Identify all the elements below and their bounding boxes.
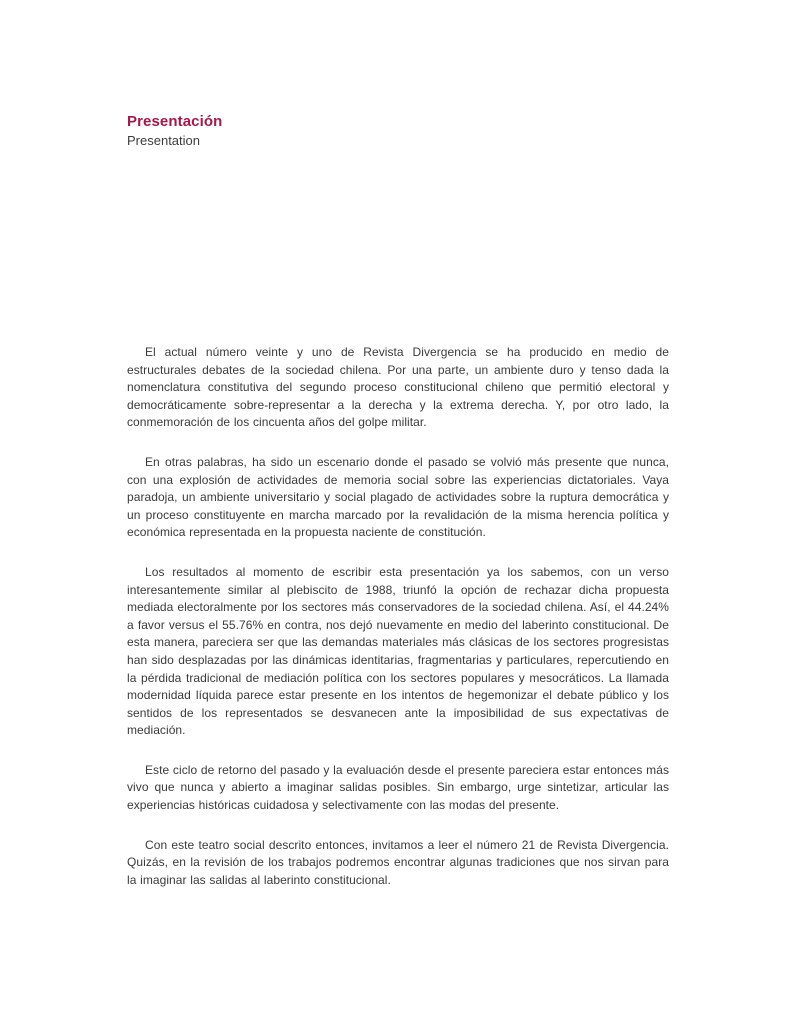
paragraph: El actual número veinte y uno de Revista Divergencia se ha producido en medio de estructurales debates de la sociedad chilena. Por una parte, un ambiente duro y tenso dada la nomenclatura constitutiva del segundo proceso constitucional chileno que permitió electoral y democráticamente sobre-representar a la derecha y la extrema derecha. Y, por otro lado, la conmemoración de los cincuenta años del golpe militar. (127, 345, 669, 430)
paragraph: Los resultados al momento de escribir esta presentación ya los sabemos, con un verso interesantemente similar al plebiscito de 1988, triunfó la opción de rechazar dicha propuesta mediada electoralmente por los sectores más conservadores de la sociedad chilena. Así, el 44.24% a favor versus el 55.76% en contra, nos dejó nuevamente en medio del laberinto constitucional. De esta manera, pareciera ser que las demandas materiales más clásicas de los sectores progresistas han sido desplazadas por las dinámicas identitarias, fragmentarias y particulares, repercutiendo en la pérdida tradicional de mediación política con los sectores populares y mesocráticos. La llamada modernidad líquida parece estar presente en los intentos de hegemonizar el debate público y los sentidos de los representados se desvanecen ante la imposibilidad de sus expectativas de mediación. (127, 564, 669, 738)
body-paragraphs (127, 344, 669, 889)
page-subtitle: Presentation (127, 133, 200, 148)
paragraph: Este ciclo de retorno del pasado y la evaluación desde el presente pareciera estar entonces más vivo que nunca y abierto a imaginar salidas posibles. Sin embargo, urge sintetizar, articular las experiencias históricas cuidadosa y selectivamente con las modas del presente. (127, 762, 669, 813)
paragraph: En otras palabras, ha sido un escenario donde el pasado se volvió más presente que nunca, con una explosión de actividades de memoria social sobre las experiencias dictatoriales. Vaya paradoja, un ambiente universitario y social plagado de actividades sobre la ruptura democrática y un proceso constituyente en marcha marcado por la revalidación de la misma herencia política y económica representada en la propuesta naciente de constitución. (127, 454, 669, 540)
page-title: Presentación (127, 113, 223, 130)
page-header (127, 112, 669, 149)
paragraph: Con este teatro social descrito entonces, invitamos a leer el número 21 de Revista Divergencia. Quizás, en la revisión de los trabajos podremos encontrar algunas tradiciones que nos sirvan para la imaginar las salidas al laberinto constitucional. (127, 837, 669, 887)
